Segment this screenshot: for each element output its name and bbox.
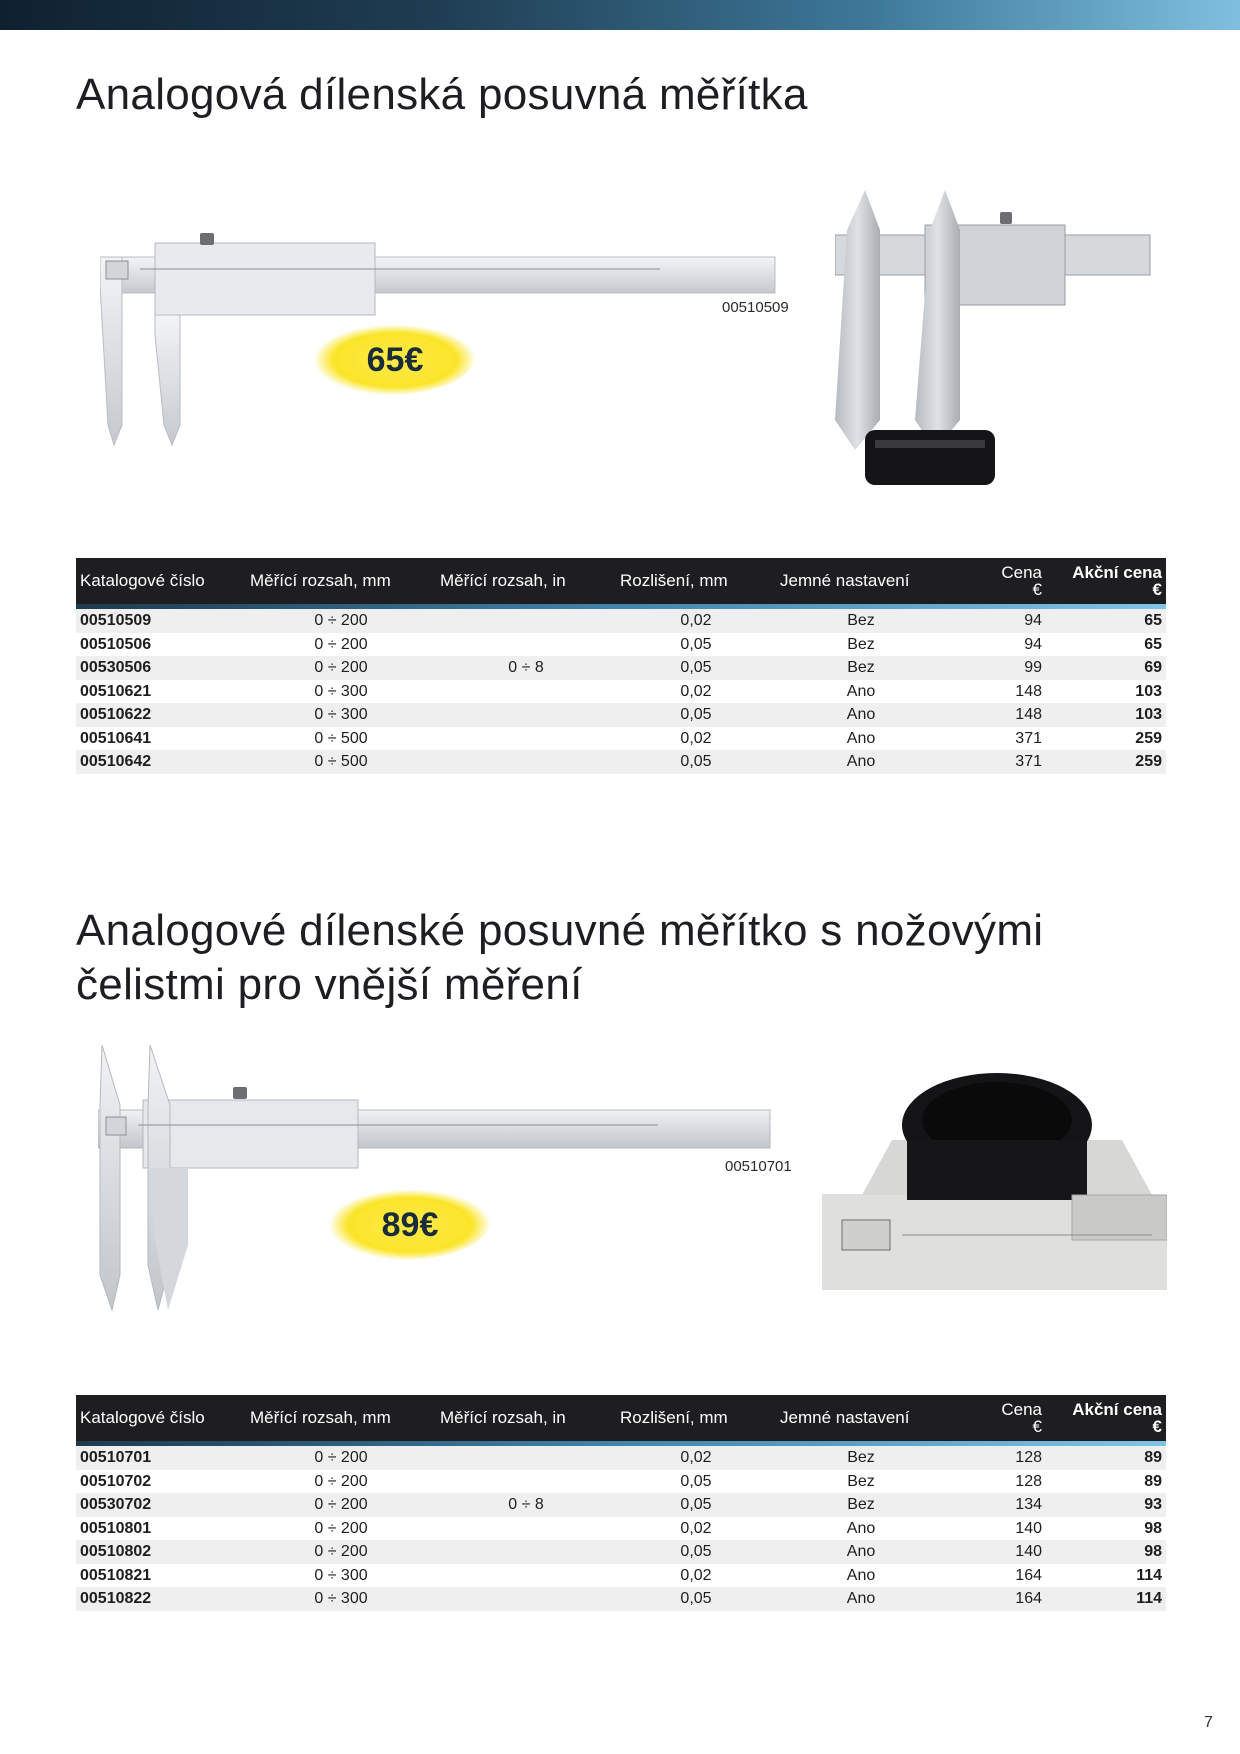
cell-action: 103 [1046,680,1166,704]
cell-fine: Ano [776,1540,946,1564]
cell-action: 259 [1046,750,1166,774]
cell-range-in [436,1517,616,1541]
cell-price: 140 [946,1540,1046,1564]
cell-resolution: 0,05 [616,633,776,657]
table-row [76,1446,1166,1470]
cell-price: 94 [946,633,1046,657]
cell-range-mm: 0 ÷ 200 [246,1517,436,1541]
cell-range-in: 0 ÷ 8 [436,1493,616,1517]
cell-fine: Bez [776,656,946,680]
cell-code: 00510509 [76,609,246,633]
cell-range-in [436,633,616,657]
table-row [76,656,1166,680]
cell-price: 371 [946,727,1046,751]
price-table-1 [76,558,1166,774]
cell-fine: Ano [776,703,946,727]
price-table-1-body [76,609,1166,774]
price-table-2 [76,1395,1166,1611]
table-row [76,1517,1166,1541]
cell-range-mm: 0 ÷ 200 [246,656,436,680]
cell-action: 69 [1046,656,1166,680]
table-row [76,1540,1166,1564]
top-gradient-bar [0,0,1240,30]
cell-resolution: 0,05 [616,1493,776,1517]
col-header-range-in: Měřící rozsah, in [436,558,616,604]
cell-range-mm: 0 ÷ 300 [246,703,436,727]
col-header-action-price: Akční cena € [1046,1395,1166,1441]
cell-code: 00510621 [76,680,246,704]
cell-range-mm: 0 ÷ 200 [246,1540,436,1564]
cell-price: 134 [946,1493,1046,1517]
cell-range-mm: 0 ÷ 200 [246,1446,436,1470]
cell-code: 00510506 [76,633,246,657]
cell-fine: Ano [776,1564,946,1588]
cell-fine: Ano [776,1587,946,1611]
cell-price: 371 [946,750,1046,774]
col-header-catalog: Katalogové číslo [76,1395,246,1441]
cell-action: 259 [1046,727,1166,751]
cell-range-in: 0 ÷ 8 [436,656,616,680]
cell-fine: Bez [776,1470,946,1494]
cell-code: 00510641 [76,727,246,751]
col-header-action-price: Akční cena € [1046,558,1166,604]
col-header-price: Cena € [946,1395,1046,1441]
cell-price: 128 [946,1446,1046,1470]
col-header-range-mm: Měřící rozsah, mm [246,558,436,604]
cell-action: 89 [1046,1470,1166,1494]
cell-action: 103 [1046,703,1166,727]
cell-range-in [436,680,616,704]
section1-title: Analogová dílenská posuvná měřítka [76,70,808,119]
cell-resolution: 0,02 [616,1517,776,1541]
cell-range-in [436,609,616,633]
cell-code: 00510802 [76,1540,246,1564]
price-table-2-body [76,1446,1166,1611]
col-header-range-mm: Měřící rozsah, mm [246,1395,436,1441]
cell-fine: Bez [776,1493,946,1517]
cell-code: 00510701 [76,1446,246,1470]
cell-code: 00510822 [76,1587,246,1611]
table-row [76,680,1166,704]
cell-resolution: 0,05 [616,703,776,727]
cell-resolution: 0,02 [616,609,776,633]
cell-fine: Bez [776,609,946,633]
cell-range-mm: 0 ÷ 200 [246,633,436,657]
cell-code: 00510821 [76,1564,246,1588]
cell-range-in [436,1540,616,1564]
cell-action: 98 [1046,1517,1166,1541]
cell-range-mm: 0 ÷ 300 [246,1564,436,1588]
col-header-range-in: Měřící rozsah, in [436,1395,616,1441]
cell-resolution: 0,05 [616,750,776,774]
cell-action: 114 [1046,1564,1166,1588]
cell-price: 148 [946,703,1046,727]
cell-price: 140 [946,1517,1046,1541]
cell-price: 94 [946,609,1046,633]
table-row [76,633,1166,657]
cell-code: 00530506 [76,656,246,680]
cell-range-in [436,1587,616,1611]
cell-price: 164 [946,1564,1046,1588]
table-row [76,1470,1166,1494]
cell-range-in [436,1446,616,1470]
col-header-price: Cena € [946,558,1046,604]
image-catalog-code-1: 00510509 [722,299,789,316]
cell-fine: Ano [776,680,946,704]
cell-fine: Ano [776,1517,946,1541]
cell-action: 98 [1046,1540,1166,1564]
cell-range-mm: 0 ÷ 200 [246,1470,436,1494]
col-header-resolution: Rozlišení, mm [616,1395,776,1441]
cell-action: 65 [1046,609,1166,633]
cell-range-mm: 0 ÷ 300 [246,680,436,704]
col-header-catalog: Katalogové číslo [76,558,246,604]
cell-action: 93 [1046,1493,1166,1517]
caliper-closeup-image-2 [822,1070,1167,1290]
col-header-fine: Jemné nastavení [776,1395,946,1441]
col-header-fine: Jemné nastavení [776,558,946,604]
section2-title [76,904,1043,1012]
cell-range-in [436,1470,616,1494]
cell-action: 89 [1046,1446,1166,1470]
section2-title-line2: čelistmi pro vnější měření [76,960,583,1009]
cell-price: 99 [946,656,1046,680]
caliper-closeup-image-1 [835,190,1155,495]
cell-range-in [436,1564,616,1588]
table-row [76,1587,1166,1611]
cell-resolution: 0,05 [616,656,776,680]
cell-code: 00510622 [76,703,246,727]
cell-resolution: 0,02 [616,1564,776,1588]
cell-range-mm: 0 ÷ 200 [246,1493,436,1517]
table-row [76,727,1166,751]
cell-action: 65 [1046,633,1166,657]
cell-code: 00510801 [76,1517,246,1541]
table-row [76,1564,1166,1588]
caliper-image-2 [98,1045,773,1320]
cell-fine: Bez [776,1446,946,1470]
table-row [76,750,1166,774]
cell-resolution: 0,02 [616,727,776,751]
table-row [76,703,1166,727]
cell-range-in [436,750,616,774]
cell-range-in [436,727,616,751]
promo-price-badge-2: 89€ [330,1190,490,1260]
cell-fine: Bez [776,633,946,657]
cell-code: 00530702 [76,1493,246,1517]
cell-resolution: 0,05 [616,1587,776,1611]
promo-price-badge-1: 65€ [315,325,475,395]
image-catalog-code-2: 00510701 [725,1158,792,1175]
cell-range-mm: 0 ÷ 500 [246,727,436,751]
cell-resolution: 0,05 [616,1540,776,1564]
cell-fine: Ano [776,750,946,774]
table-row [76,1493,1166,1517]
col-header-resolution: Rozlišení, mm [616,558,776,604]
cell-code: 00510702 [76,1470,246,1494]
cell-resolution: 0,02 [616,680,776,704]
cell-code: 00510642 [76,750,246,774]
cell-fine: Ano [776,727,946,751]
cell-range-mm: 0 ÷ 300 [246,1587,436,1611]
cell-resolution: 0,02 [616,1446,776,1470]
table-row [76,609,1166,633]
cell-action: 114 [1046,1587,1166,1611]
cell-price: 164 [946,1587,1046,1611]
cell-resolution: 0,05 [616,1470,776,1494]
page-number: 7 [1204,1714,1213,1731]
cell-price: 128 [946,1470,1046,1494]
section2-title-line1: Analogové dílenské posuvné měřítko s nožovými [76,906,1044,955]
cell-price: 148 [946,680,1046,704]
cell-range-in [436,703,616,727]
cell-range-mm: 0 ÷ 500 [246,750,436,774]
cell-range-mm: 0 ÷ 200 [246,609,436,633]
